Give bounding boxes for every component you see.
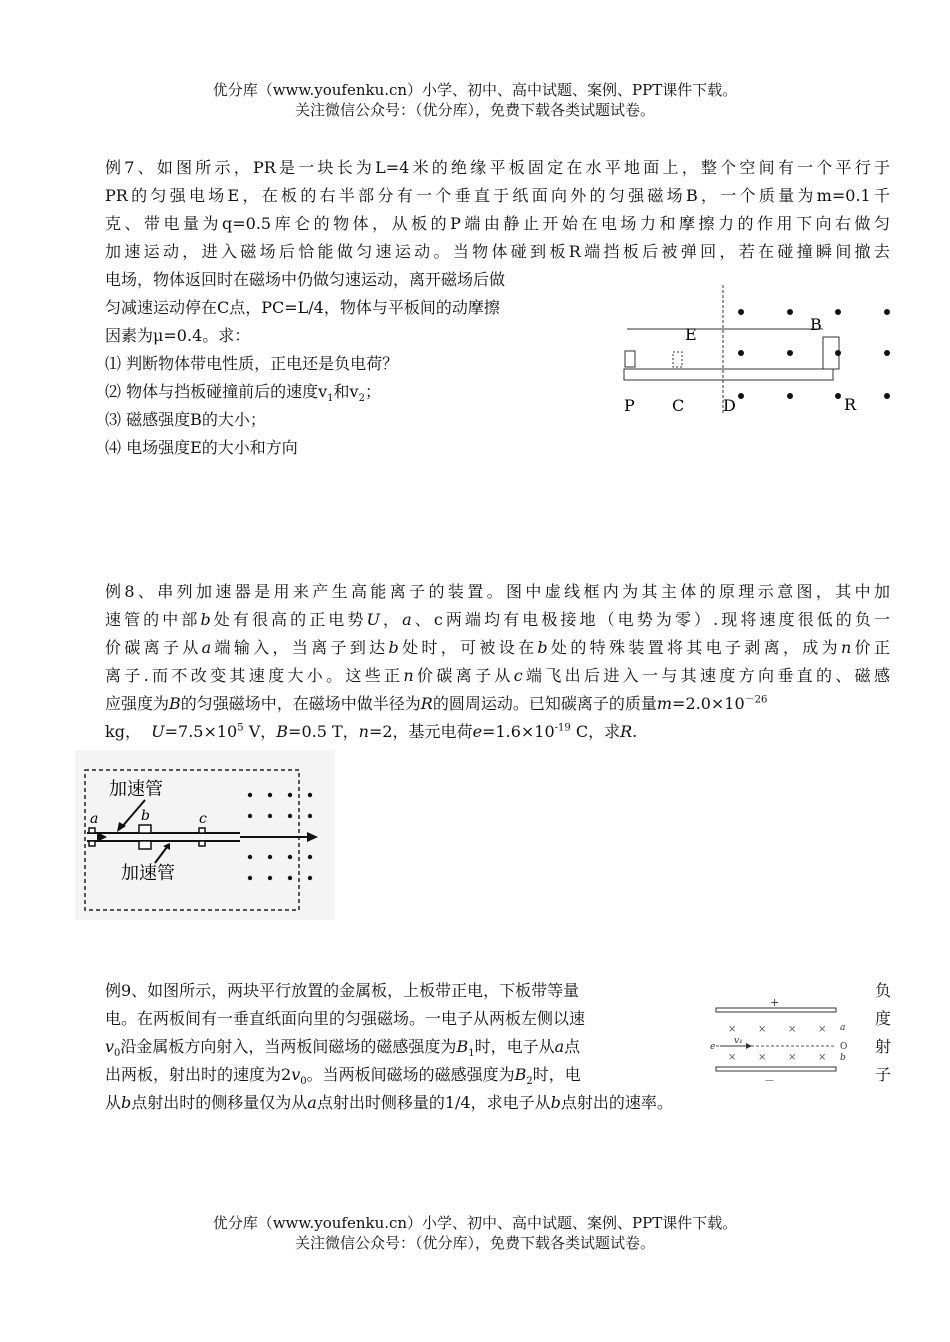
object-block [625, 351, 635, 367]
ex8-line: 价碳离子从a端输入，当离子到达b处时，可被设在b处的特殊装置将其电子剥离，成为n价正 [105, 638, 890, 657]
svg-text:×: × [728, 1052, 737, 1063]
magnetic-field-crosses [728, 1024, 826, 1063]
ex9-line: 电。在两板间有一垂直纸面向里的匀强磁场。一电子从两板左侧以速 度 [105, 1009, 892, 1028]
example-8-text [105, 578, 890, 746]
svg-text:×: × [788, 1024, 797, 1035]
svg-text:×: × [758, 1052, 767, 1063]
ex9-line: 出两板，射出时的速度为$2v_0$。当两板间磁场的磁感强度为$B_2$时，电 子 [105, 1065, 892, 1088]
ex9-figure [708, 992, 858, 1088]
label-tube-bottom: 加速管 [121, 863, 175, 884]
ex9-line: $v_0$沿金属板方向射入，当两板间磁场的磁感强度为$B_1$时，电子从a点 射 [105, 1037, 892, 1060]
ex7-line: 电场，物体返回时在磁场中仍做匀速运动，离开磁场后做 [105, 270, 506, 289]
page-footer [0, 1213, 950, 1253]
object-block-ghost [673, 352, 682, 367]
electrode-a-top [89, 828, 95, 833]
label-b: b [840, 1053, 846, 1063]
ex7-question-2: ⑵ 物体与挡板碰撞前后的速度$v_1$和$v_2$； [105, 382, 381, 405]
label-a: a [840, 1023, 846, 1033]
electrode-c-bottom [199, 841, 205, 846]
svg-text:×: × [758, 1024, 767, 1035]
ex7-line: 例7、如图所示，PR是一块长为L=4米的绝缘平板固定在水平地面上，整个空间有一个平行于 [105, 158, 890, 177]
insulating-plate [624, 369, 833, 380]
ex8-line: 应强度为B的匀强磁场中，在磁场中做半径为R的圆周运动。已知碳离子的质量$m=2.0\times 10^{-26}$ [105, 694, 768, 713]
ex7-question-3: ⑶ 磁感强度B的大小； [105, 410, 266, 429]
ex7-line: 匀减速运动停在C点，PC=L/4，物体与平板间的动摩擦 [105, 298, 500, 317]
electrode-b-top [139, 825, 151, 833]
ex7-figure [615, 280, 905, 420]
ex7-line: PR的匀强电场E，在板的右半部分有一个垂直于纸面向外的匀强磁场B，一个质量为m=0.1千 [105, 186, 890, 205]
label-a: a [90, 811, 99, 827]
ex8-line: 速管的中部b处有很高的正电势U，a、c两端均有电极接地（电势为零）.现将速度很低的负一 [105, 610, 890, 629]
ex7-line: 因素为μ=0.4。求： [105, 326, 251, 345]
header-line-2: 关注微信公众号：（优分库），免费下载各类试题试卷。 [294, 101, 655, 119]
label-B: B [810, 315, 822, 334]
label-E: E [685, 325, 697, 344]
svg-text:×: × [728, 1024, 737, 1035]
label-v1: v₁ [734, 1036, 743, 1046]
footer-line-1: 优分库（www.youfenku.cn）小学、初中、高中试题、案例、PPT课件下载。 [212, 1214, 738, 1232]
label-c: c [199, 811, 207, 827]
label-tube-top: 加速管 [109, 779, 163, 800]
svg-text:×: × [788, 1052, 797, 1063]
electrode-c-top [199, 828, 205, 833]
ex7-question-1: ⑴ 判断物体带电性质，正电还是负电荷？ [105, 354, 399, 373]
svg-text:×: × [818, 1024, 827, 1035]
electrode-b-bottom [139, 841, 151, 849]
label-b: b [141, 808, 150, 824]
ex9-line: 例9、如图所示，两块平行放置的金属板，上板带正电，下板带等量 负 [105, 981, 892, 1000]
velocity-arrowhead [746, 1043, 752, 1049]
ex8-line: 离子.而不改变其速度大小。这些正n价碳离子从c端飞出后进入一与其速度方向垂直的、磁感 [105, 666, 890, 685]
label-e: e [710, 1042, 716, 1052]
label-R: R [844, 395, 857, 414]
label-minus: － [764, 1074, 775, 1087]
footer-line-2: 关注微信公众号：（优分库），免费下载各类试题试卷。 [294, 1234, 655, 1252]
ex8-line: 例8、串列加速器是用来产生高能离子的装置。图中虚线框内为其主体的原理示意图，其中加 [105, 582, 890, 601]
ex8-line: kg， $U=7.5\times 10^5$ V，B=0.5 T，n=2，基元电荷$e=1.6\times 10^{-19}$ C，求R. [105, 722, 638, 741]
svg-text:×: × [818, 1052, 827, 1063]
ex7-question-4: ⑷ 电场强度E的大小和方向 [105, 438, 298, 457]
ex7-line: 克、带电量为q=0.5库仑的物体，从板的P端由静止开始在电场力和摩擦力的作用下向右做匀 [105, 214, 890, 233]
lower-plate [716, 1067, 836, 1071]
ex9-line: 从b点射出时的侧移量仅为从a点射出时侧移量的1/4，求电子从b点射出的速率。 [105, 1093, 673, 1112]
electrode-a-bottom [89, 841, 95, 846]
label-C: C [672, 396, 685, 415]
label-plus: + [770, 996, 780, 1009]
label-D: D [723, 396, 736, 415]
label-o: O [840, 1042, 848, 1052]
header-line-1: 优分库（www.youfenku.cn）小学、初中、高中试题、案例、PPT课件下载。 [212, 81, 738, 99]
ex8-figure [75, 750, 335, 920]
page-header [0, 80, 950, 120]
ex7-line: 加速运动，进入磁场后恰能做匀速运动。当物体碰到板R端挡板后被弹回，若在碰撞瞬间撤去 [105, 242, 890, 261]
figure-background [75, 750, 335, 920]
label-P: P [624, 396, 635, 415]
